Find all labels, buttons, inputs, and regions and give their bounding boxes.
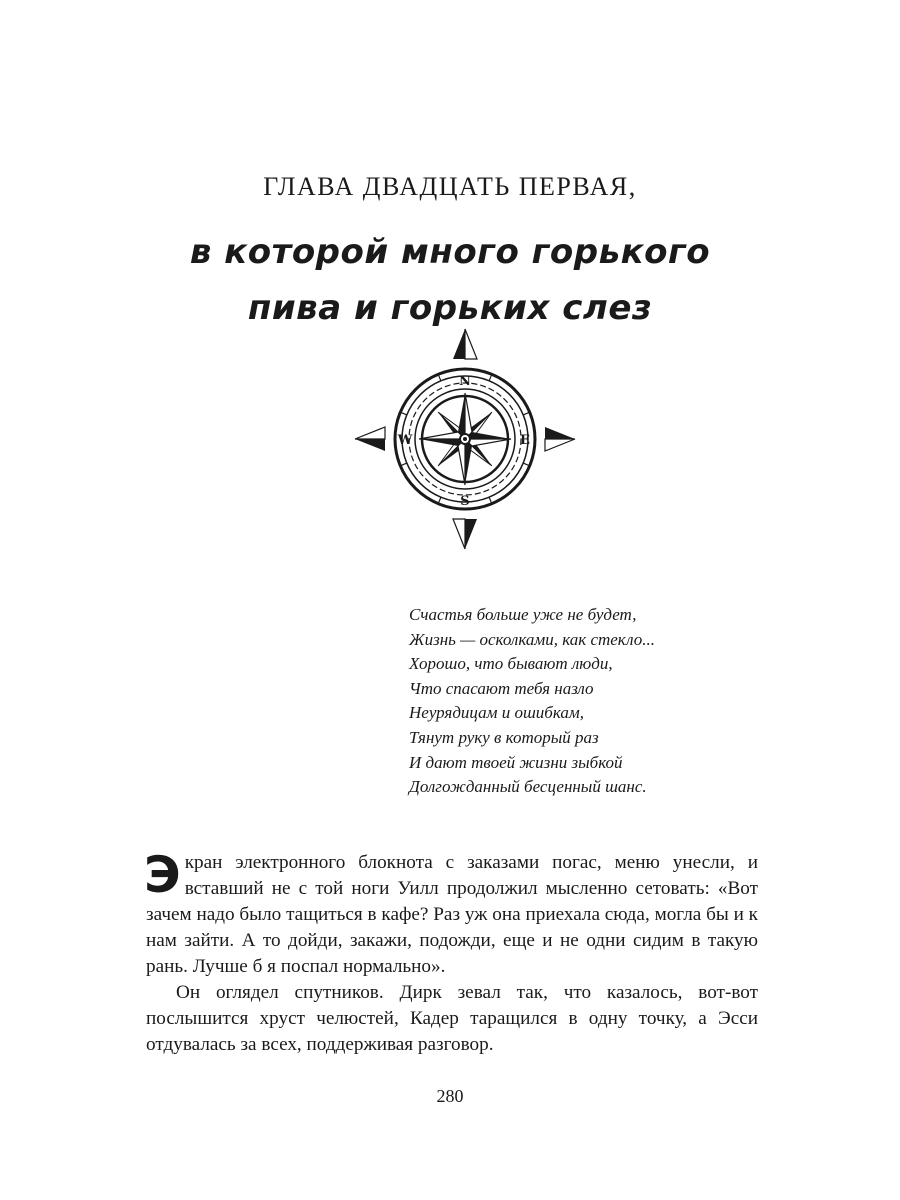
paragraph-2: Он оглядел спутников. Дирк зевал так, что казалось, вот-вот послышится хруст челюстей, Кадер таращился в одну точку, а Эсси отдувалась за всех, поддерживая разговор. [146,982,758,1055]
paragraph-1-text: кран электронного блокнота с заказами погас, меню унесли, и вставший не с той ноги Уилл продолжил мысленно сетовать: «Вот зачем надо было тащиться в кафе? Раз уж она приехала сюда, могла бы и к нам зайти. А то дойди, закажи, подожди, еще и не одни сидим в такую рань. Лучше б я поспал нормально». [146,852,758,977]
compass-letter-south: S [460,494,470,509]
chapter-title-line-2: пива и горьких слез [247,288,653,328]
drop-cap: Э [144,846,181,904]
epigraph-line: Что спасают тебя назло [409,678,594,698]
epigraph-line: Тянут руку в который раз [409,727,599,747]
chapter-title [0,224,900,336]
page-number: 280 [436,1086,464,1106]
compass-letter-east: E [520,433,530,448]
compass-rose-icon [352,326,578,552]
epigraph-line: Хорошо, что бывают люди, [409,654,613,674]
epigraph-poem [409,603,809,800]
chapter-title-line-1: в которой много горького [189,232,711,272]
epigraph-line: Жизнь — осколками, как стекло... [409,629,655,649]
compass-letter-west: W [397,433,413,448]
chapter-label: ГЛАВА ДВАДЦАТЬ ПЕРВАЯ, [263,172,637,201]
epigraph-line: И дают твоей жизни зыбкой [409,752,623,772]
epigraph-line: Долгожданный бесценный шанс. [409,777,647,797]
body-text [144,846,758,1058]
paragraph-1 [144,846,758,980]
epigraph-line: Неурядицам и ошибкам, [409,703,584,723]
compass-letter-north: N [459,374,471,389]
epigraph-line: Счастья больше уже не будет, [409,605,637,624]
